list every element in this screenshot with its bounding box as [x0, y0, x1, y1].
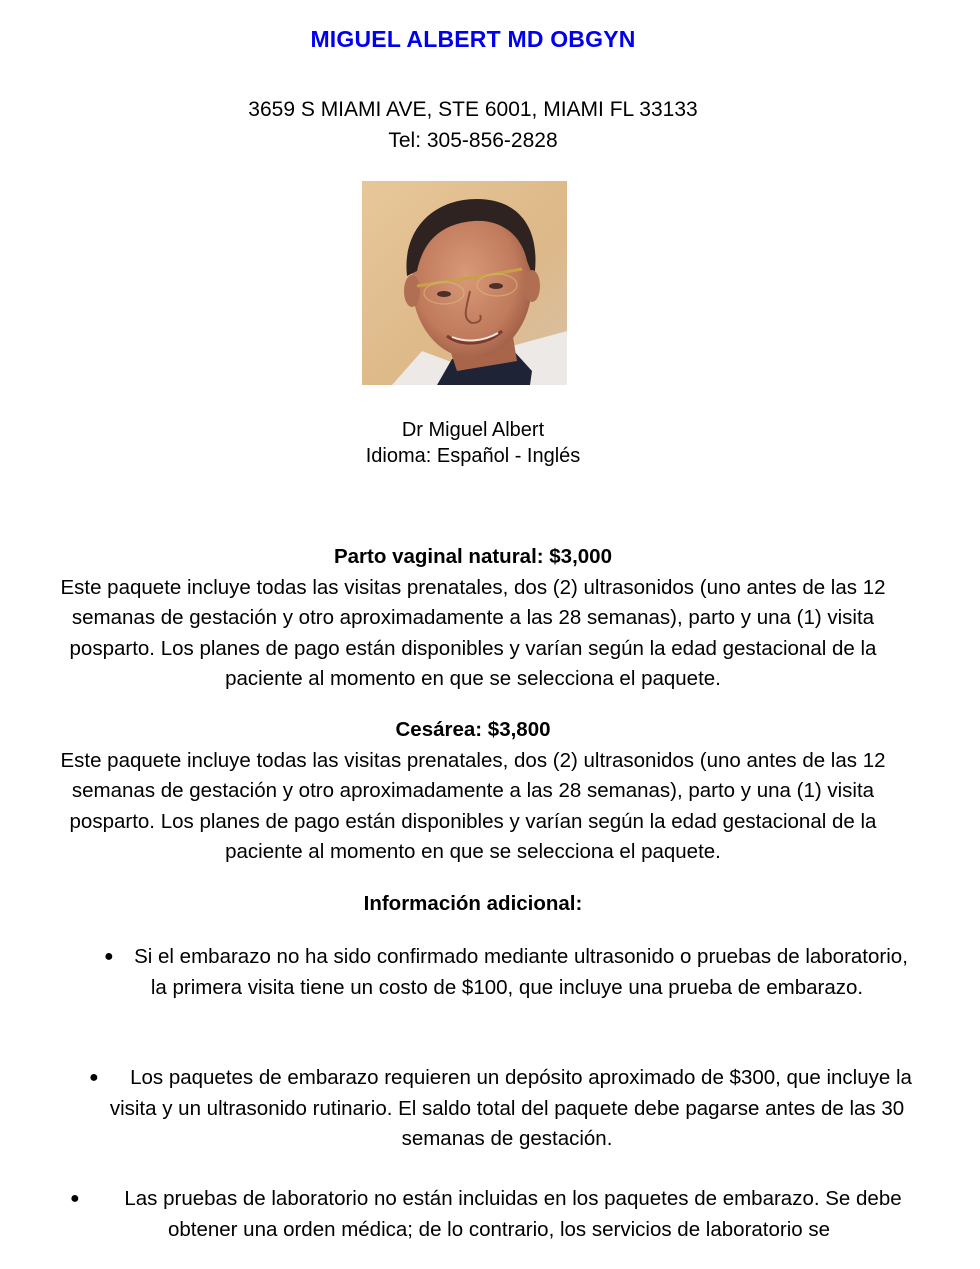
phone-number: Tel: 305-856-2828: [388, 129, 558, 152]
additional-info-heading: Información adicional:: [363, 892, 583, 915]
practice-title: MIGUEL ALBERT MD OBGYN: [310, 26, 636, 52]
doctor-info: [0, 417, 946, 469]
package-vaginal-birth: [30, 542, 916, 695]
bullet-icon: ●: [89, 1069, 99, 1086]
doctor-photo: [362, 181, 567, 385]
package-heading: Parto vaginal natural: $3,000: [333, 545, 612, 568]
list-item: [85, 1063, 929, 1155]
languages: Idioma: Español - Inglés: [365, 445, 581, 467]
additional-info-heading-block: [30, 889, 916, 920]
list-item: [66, 1184, 932, 1245]
list-item-text: Las pruebas de laboratorio no están incluidas en los paquetes de embarazo. Se debe obtener una orden médica; de lo contrario, los servicios de laboratorio se: [124, 1187, 902, 1241]
bullet-icon: ●: [70, 1190, 80, 1207]
package-heading: Cesárea: $3,800: [395, 718, 551, 741]
package-cesarean: [30, 715, 916, 868]
bullet-icon: ●: [104, 948, 114, 965]
contact-block: [0, 94, 946, 156]
package-description: Este paquete incluye todas las visitas prenatales, dos (2) ultrasonidos (uno antes de las 12 semanas de gestación y otro aproximadamente a las 28 semanas), parto y una (1) visita posparto. Los planes de pago están disponibles y varían según la edad gestacional de la paciente al momento en que se selecciona el paquete.: [60, 748, 886, 863]
list-item: [100, 942, 914, 1003]
doctor-name: Dr Miguel Albert: [401, 419, 545, 441]
address: 3659 S MIAMI AVE, STE 6001, MIAMI FL 33133: [248, 98, 698, 121]
portrait-image-icon: [362, 181, 567, 385]
list-item-text: Si el embarazo no ha sido confirmado mediante ultrasonido o pruebas de laboratorio, la primera visita tiene un costo de $100, que incluye una prueba de embarazo.: [134, 945, 908, 999]
package-description: Este paquete incluye todas las visitas prenatales, dos (2) ultrasonidos (uno antes de las 12 semanas de gestación y otro aproximadamente a las 28 semanas), parto y una (1) visita posparto. Los planes de pago están disponibles y varían según la edad gestacional de la paciente al momento en que se selecciona el paquete.: [60, 575, 886, 690]
list-item-text: Los paquetes de embarazo requieren un depósito aproximado de $300, que incluye la visita y un ultrasonido rutinario. El saldo total del paquete debe pagarse antes de las 30 semanas de gestación.: [109, 1066, 912, 1150]
